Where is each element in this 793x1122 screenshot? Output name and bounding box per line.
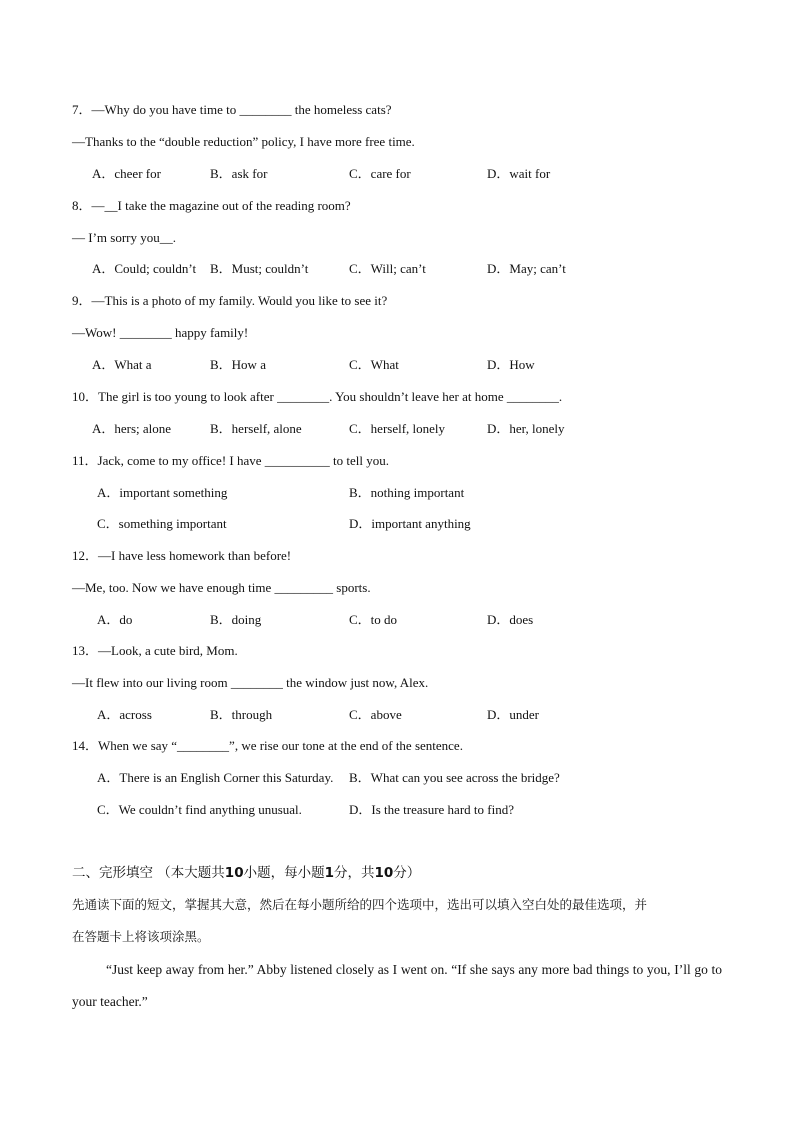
question-7-option-a: A．cheer for [92, 166, 161, 181]
question-10-option-c: C．herself, lonely [349, 421, 446, 436]
question-13-option-a: A．across [97, 707, 152, 722]
question-7-line-1: 7．—Why do you have time to ________ the homeless cats? [72, 102, 392, 117]
question-10-line-1: 10．The girl is too young to look after ________. You shouldn’t leave her at home ________. [72, 389, 563, 404]
question-8-option-a: A．Could; couldn’t [92, 261, 197, 276]
question-13-line-2: —It flew into our living room ________ the window just now, Alex. [72, 675, 429, 690]
question-8-option-b: B．Must; couldn’t [210, 261, 309, 276]
section-2-heading [72, 863, 420, 883]
question-13-line-1: 13．—Look, a cute bird, Mom. [72, 643, 238, 658]
question-12-option-d: D．does [487, 612, 534, 627]
question-14-option-d: D．Is the treasure hard to find? [349, 802, 514, 817]
question-8-line-2: — I’m sorry you__. [72, 230, 176, 245]
question-7-option-d: D．wait for [487, 166, 551, 181]
question-7-line-2: —Thanks to the “double reduction” policy, I have more free time. [72, 134, 415, 149]
question-13-option-d: D．under [487, 707, 539, 722]
question-7-option-c: C．care for [349, 166, 411, 181]
section-2-instruction-line-1: 先通读下面的短文，掌握其大意，然后在每小题所给的四个选项中，选出可以填入空白处的最佳选项，并 [72, 897, 648, 912]
question-8-option-d: D．May; can’t [487, 261, 566, 276]
question-14-option-a: A．There is an English Corner this Saturday. [97, 770, 334, 785]
cloze-passage: “Just keep away from her.” Abby listened closely as I went on. “If she says any more bad things to you, I’ll go to your teacher.” [72, 962, 722, 1009]
question-10-option-d: D．her, lonely [487, 421, 565, 436]
section-2-heading-num2: 1 [324, 865, 334, 881]
question-12-line-2: —Me, too. Now we have enough time _________ sports. [72, 580, 371, 595]
question-12-option-a: A．do [97, 612, 133, 627]
question-13-option-b: B．through [210, 707, 273, 722]
question-11-option-b: B．nothing important [349, 485, 465, 500]
question-8-option-c: C．Will; can’t [349, 261, 426, 276]
question-11-option-d: D．important anything [349, 516, 471, 531]
question-11-option-c: C．something important [97, 516, 227, 531]
question-12-line-1: 12．—I have less homework than before! [72, 548, 292, 563]
question-9-option-b: B．How a [210, 357, 266, 372]
section-2-heading-num3: 10 [374, 865, 394, 881]
question-9-option-a: A．What a [92, 357, 152, 372]
question-12-option-c: C．to do [349, 612, 398, 627]
question-14-line-1: 14．When we say “________”, we rise our tone at the end of the sentence. [72, 738, 463, 753]
question-11-line-1: 11．Jack, come to my office! I have __________ to tell you. [72, 453, 389, 468]
question-8-line-1: 8．—__I take the magazine out of the reading room? [72, 198, 351, 213]
question-10-option-b: B．herself, alone [210, 421, 302, 436]
question-9-option-c: C．What [349, 357, 399, 372]
section-2-heading-num1: 10 [224, 865, 244, 881]
question-14-option-c: C．We couldn’t find anything unusual. [97, 802, 302, 817]
section-2-instruction-line-2: 在答题卡上将该项涂黑。 [72, 929, 210, 944]
section-2-heading-mid: 小题，每小题 [243, 865, 325, 881]
question-9-option-d: D．How [487, 357, 535, 372]
question-7-option-b: B．ask for [210, 166, 268, 181]
question-9-line-1: 9．—This is a photo of my family. Would you like to see it? [72, 293, 388, 308]
section-2-heading-suffix: 分） [393, 865, 421, 881]
section-2-heading-mid2: 分，共 [334, 865, 375, 881]
section-2-heading-prefix: 二、完形填空 （本大题共 [72, 865, 225, 881]
question-11-option-a: A．important something [97, 485, 228, 500]
question-12-option-b: B．doing [210, 612, 262, 627]
question-13-option-c: C．above [349, 707, 402, 722]
question-14-option-b: B．What can you see across the bridge? [349, 770, 560, 785]
question-9-line-2: —Wow! ________ happy family! [72, 325, 249, 340]
question-10-option-a: A．hers; alone [92, 421, 172, 436]
